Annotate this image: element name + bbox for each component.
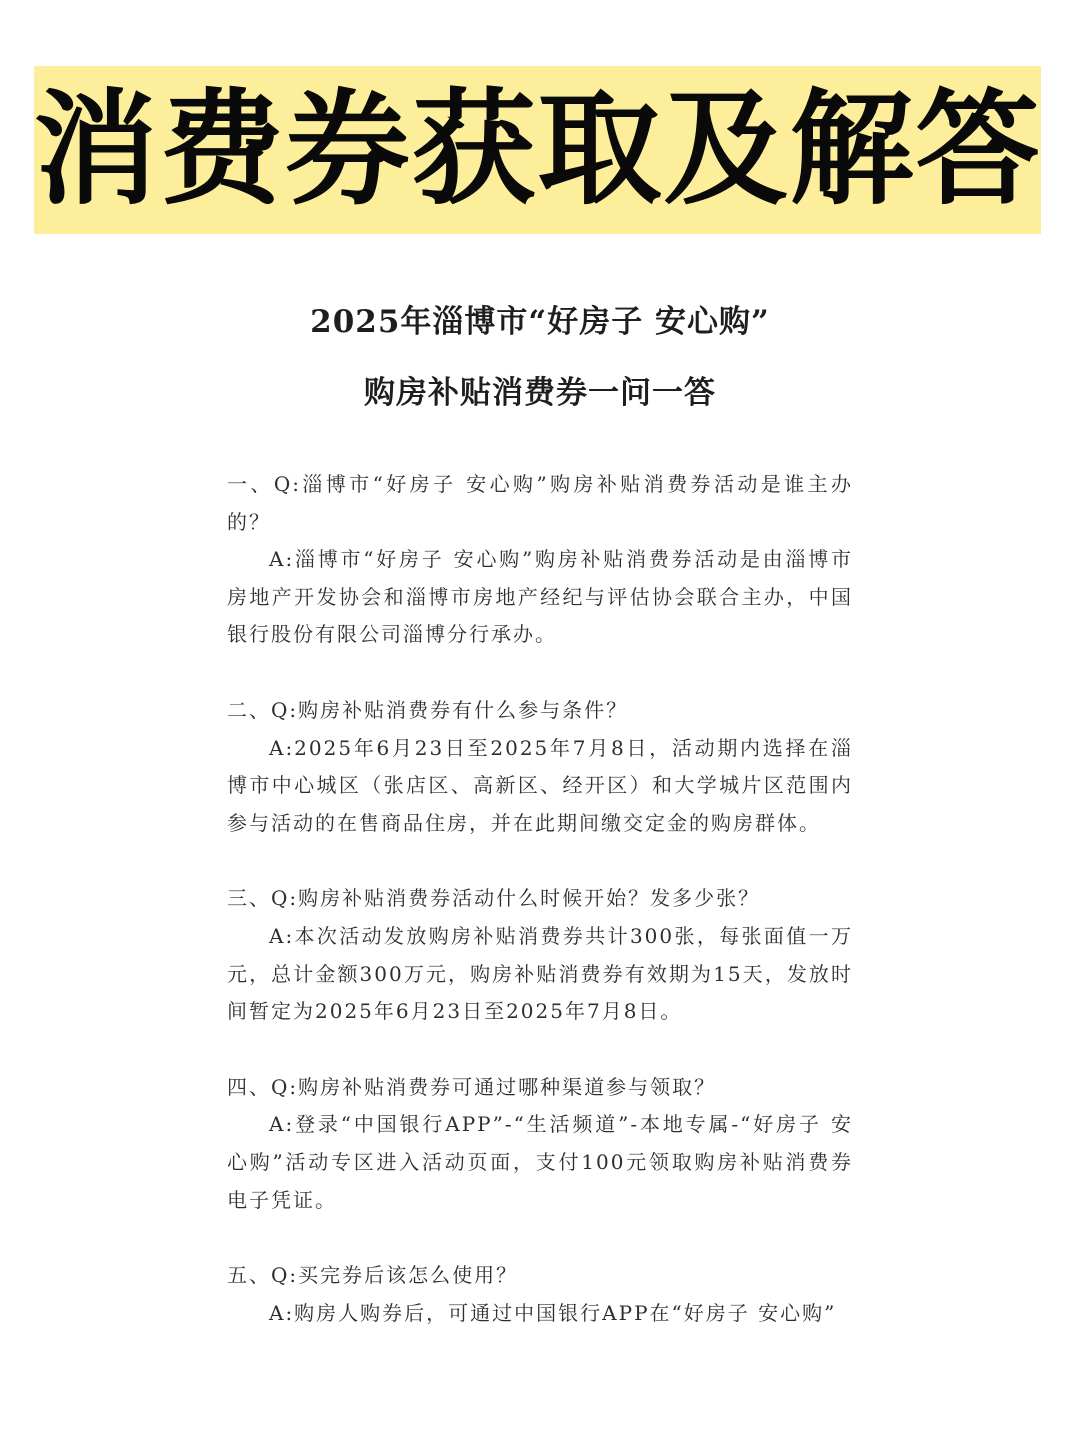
question-3: 三、Q:购房补贴消费券活动什么时候开始？发多少张？ (227, 886, 761, 911)
qa-item-4 (227, 1069, 853, 1219)
question-5: 五、Q:买完券后该怎么使用？ (227, 1263, 519, 1288)
answer-5: A:购房人购券后，可通过中国银行APP在“好房子 安心购” (269, 1300, 837, 1325)
answer-1: A:淄博市“好房子 安心购”购房补贴消费券活动是由淄博市房地产开发协会和淄博市房地产经纪与评估协会联合主办，中国银行股份有限公司淄博分行承办。 (227, 547, 853, 647)
qa-item-2 (227, 692, 853, 842)
qa-item-5 (227, 1257, 853, 1332)
answer-3: A:本次活动发放购房补贴消费券共计300张，每张面值一万元，总计金额300万元，购房补贴消费券有效期为15天，发放时间暂定为2025年6月23日至2025年7月8日。 (227, 923, 853, 1024)
answer-4: A:登录“中国银行APP”-“生活频道”-本地专属-“好房子 安心购”活动专区进入活动页面，支付100元领取购房补贴消费券电子凭证。 (227, 1112, 853, 1212)
qa-item-3 (227, 880, 853, 1030)
question-4: 四、Q:购房补贴消费券可通过哪种渠道参与领取？ (227, 1074, 717, 1099)
qa-item-1 (227, 466, 853, 654)
question-1: 一、Q:淄博市“好房子 安心购”购房补贴消费券活动是谁主办的？ (227, 472, 853, 534)
banner-title: 消费券获取及解答 (33, 78, 1042, 222)
question-2: 二、Q:购房补贴消费券有什么参与条件？ (227, 697, 629, 722)
qa-list (227, 466, 853, 1370)
document-title-line2: 购房补贴消费券一问一答 (364, 375, 716, 411)
answer-2: A:2025年6月23日至2025年7月8日，活动期内选择在淄博市中心城区（张店区、高新区、经开区）和大学城片区范围内参与活动的在售商品住房，并在此期间缴交定金的购房群体。 (227, 735, 853, 835)
title-banner (34, 66, 1041, 234)
document-title-line1: 2025年淄博市“好房子 安心购” (310, 304, 770, 340)
